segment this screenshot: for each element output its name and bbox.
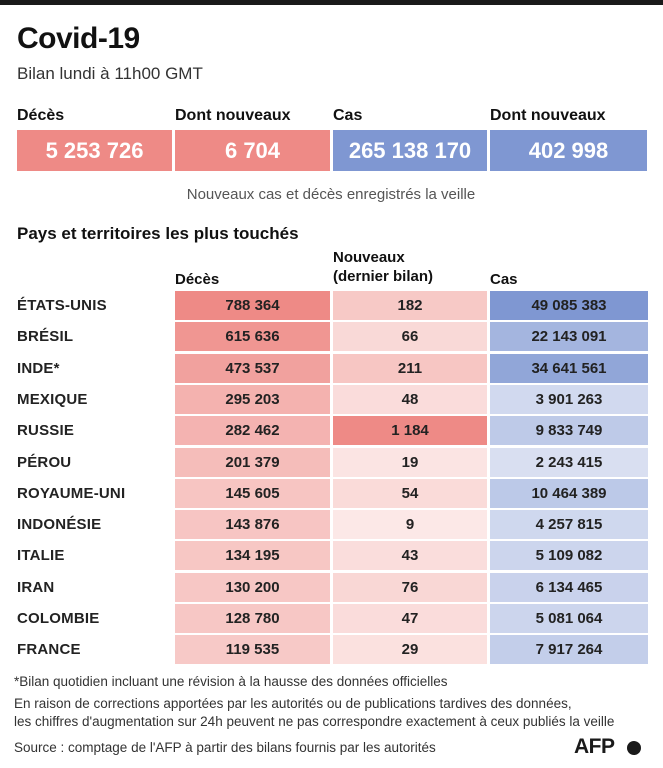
kpi-note: Nouveaux cas et décès enregistrés la veille [186, 186, 476, 203]
table-cell-new: 76 [333, 573, 487, 602]
kpi-new-cases-label: Dont nouveaux [490, 107, 606, 124]
source-note: Source : comptage de l'AFP à partir des bilans fournis par les autorités [14, 740, 436, 755]
top-bar [0, 0, 663, 5]
table-cell-cases: 9 833 749 [490, 416, 648, 445]
afp-logo: AFP [574, 735, 615, 758]
section-title: Pays et territoires les plus touchés [17, 224, 299, 243]
country-label: MEXIQUE [17, 390, 88, 408]
table-cell-cases: 2 243 415 [490, 448, 648, 477]
table-cell-cases: 10 464 389 [490, 479, 648, 508]
table-cell-new: 29 [333, 635, 487, 664]
table-cell-deaths: 134 195 [175, 541, 330, 570]
table-cell-cases: 6 134 465 [490, 573, 648, 602]
table-cell-new: 1 184 [333, 416, 487, 445]
column-header-new [333, 248, 433, 286]
footnote-asterisk: *Bilan quotidien incluant une révision à la hausse des données officielles [14, 674, 448, 689]
table-cell-new: 211 [333, 354, 487, 383]
column-header-cases: Cas [490, 271, 518, 288]
table-cell-new: 19 [333, 448, 487, 477]
table-cell-new: 9 [333, 510, 487, 539]
table-cell-cases: 5 081 064 [490, 604, 648, 633]
column-header-deaths: Décès [175, 271, 220, 288]
country-label: BRÉSIL [17, 328, 74, 346]
country-label: FRANCE [17, 641, 81, 659]
country-label: INDE* [17, 359, 60, 377]
table-cell-cases: 49 085 383 [490, 291, 648, 320]
country-label: COLOMBIE [17, 610, 100, 627]
table-cell-cases: 34 641 561 [490, 354, 648, 383]
table-cell-new: 43 [333, 541, 487, 570]
kpi-new-cases-value: 402 998 [490, 130, 647, 171]
table-cell-deaths: 615 636 [175, 322, 330, 351]
table-cell-deaths: 473 537 [175, 354, 330, 383]
table-cell-deaths: 201 379 [175, 448, 330, 477]
afp-logo-dot [627, 741, 641, 755]
country-label: ITALIE [17, 547, 65, 565]
kpi-deaths-value: 5 253 726 [17, 130, 172, 171]
table-cell-deaths: 130 200 [175, 573, 330, 602]
table-cell-cases: 3 901 263 [490, 385, 648, 414]
footnote-correction-line2: les chiffres d'augmentation sur 24h peuvent ne pas correspondre exactement à ceux publiés la veille [14, 714, 615, 729]
table-cell-deaths: 119 535 [175, 635, 330, 664]
country-label: IRAN [17, 578, 55, 596]
kpi-deaths-label: Décès [17, 107, 65, 124]
table-cell-new: 66 [333, 322, 487, 351]
table-cell-new: 182 [333, 291, 487, 320]
table-cell-deaths: 128 780 [175, 604, 330, 633]
country-label: INDONÉSIE [17, 516, 102, 534]
kpi-new-deaths-value: 6 704 [175, 130, 330, 171]
table-cell-deaths: 295 203 [175, 385, 330, 414]
country-label: PÉROU [17, 453, 72, 471]
kpi-new-deaths-label: Dont nouveaux [175, 107, 291, 124]
country-label: ÉTATS-UNIS [17, 297, 107, 314]
table-cell-new: 54 [333, 479, 487, 508]
page-title: Covid-19 [17, 22, 140, 55]
table-cell-cases: 5 109 082 [490, 541, 648, 570]
column-header-new-line1: Nouveaux [333, 249, 405, 266]
table-cell-deaths: 282 462 [175, 416, 330, 445]
kpi-cases-label: Cas [333, 107, 363, 124]
page-subtitle: Bilan lundi à 11h00 GMT [17, 64, 203, 83]
table-cell-cases: 7 917 264 [490, 635, 648, 664]
table-cell-new: 48 [333, 385, 487, 414]
country-label: ROYAUME-UNI [17, 484, 126, 502]
kpi-cases-value: 265 138 170 [333, 130, 487, 171]
table-cell-cases: 22 143 091 [490, 322, 648, 351]
table-cell-deaths: 145 605 [175, 479, 330, 508]
table-cell-cases: 4 257 815 [490, 510, 648, 539]
footnote-correction-line1: En raison de corrections apportées par les autorités ou de publications tardives des données, [14, 696, 572, 711]
column-header-new-line2: (dernier bilan) [333, 268, 434, 285]
table-cell-deaths: 788 364 [175, 291, 330, 320]
table-cell-deaths: 143 876 [175, 510, 330, 539]
table-cell-new: 47 [333, 604, 487, 633]
country-label: RUSSIE [17, 422, 75, 440]
